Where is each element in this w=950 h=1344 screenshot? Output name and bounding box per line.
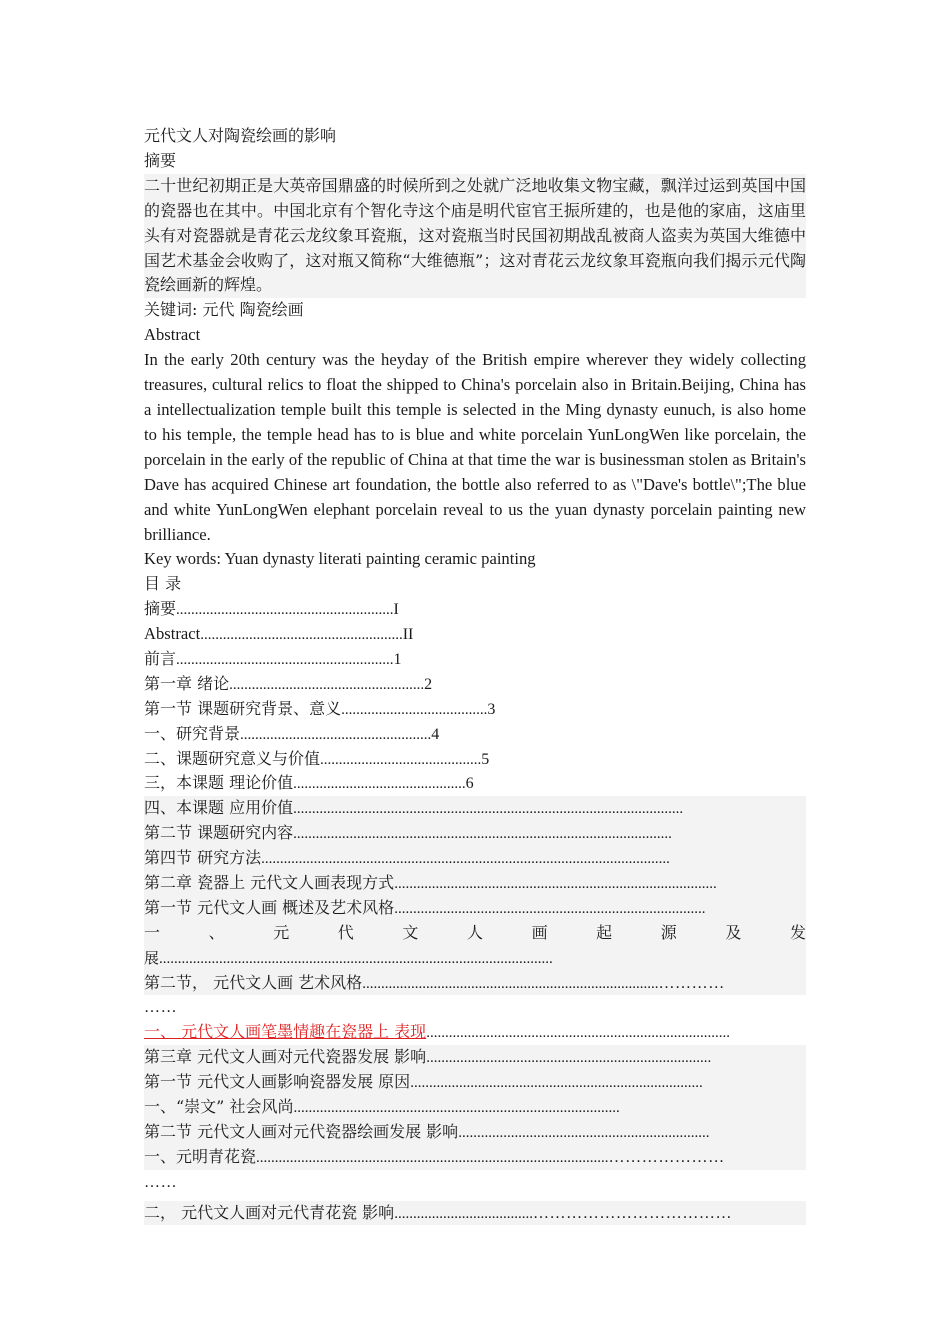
toc-entry-tail: ………………… <box>608 1148 725 1166</box>
toc-entry-label: 一、元明青花瓷 <box>144 1146 257 1166</box>
toc-entry[interactable] <box>144 771 806 796</box>
toc-list <box>144 597 806 1225</box>
toc-entry-label: 一、 元代文人画笔墨情趣在瓷器上 表现 <box>144 1022 427 1042</box>
toc-entry-dots: ...................................................................................... <box>394 876 717 893</box>
toc-entry-tail: ……………………………… <box>532 1204 733 1222</box>
toc-entry-tail: ………… <box>658 974 725 992</box>
toc-spread-char: 发 <box>789 922 806 942</box>
toc-entry[interactable] <box>144 896 806 921</box>
toc-entry-dots: ........................................................................................................ <box>293 801 684 818</box>
toc-entry[interactable] <box>144 747 806 772</box>
toc-entry-continuation <box>144 946 806 971</box>
toc-entry-page: 3 <box>487 700 496 718</box>
toc-entry-label: Abstract <box>144 624 201 644</box>
toc-spread-char: 文 <box>402 922 419 942</box>
toc-entry-dots: ....................................... <box>341 701 488 718</box>
toc-entry[interactable] <box>144 647 806 672</box>
toc-spread-char: 代 <box>337 922 354 942</box>
toc-spread-char: 起 <box>596 922 613 942</box>
toc-entry-page: 2 <box>424 675 433 693</box>
toc-entry-label: 第二章 瓷器上 元代文人画表现方式 <box>144 873 395 893</box>
toc-entry-cont: …… <box>144 999 178 1017</box>
toc-entry-label: 第四节 研究方法 <box>144 848 262 868</box>
toc-entry-dots: ..................................... <box>394 1205 533 1222</box>
toc-entry[interactable] <box>144 846 806 871</box>
toc-entry-dots: ................................................... <box>240 726 432 743</box>
toc-spread-char: 人 <box>466 922 483 942</box>
toc-spread-char: 、 <box>208 922 225 942</box>
document-title: 元代文人对陶瓷绘画的影响 <box>144 126 337 145</box>
toc-entry-page: 4 <box>431 725 440 743</box>
toc-entry[interactable] <box>144 821 806 846</box>
toc-entry-label: 四、本课题 应用价值 <box>144 798 294 818</box>
toc-entry-dots: ............................................................................ <box>426 1050 712 1067</box>
abstract-en-heading: Abstract <box>144 325 201 345</box>
keywords-cn: 关键词: 元代 陶瓷绘画 <box>144 300 304 320</box>
toc-entry[interactable] <box>144 1201 806 1226</box>
toc-entry-label: 摘要 <box>144 599 177 619</box>
toc-entry-label: 一、研究背景 <box>144 723 241 743</box>
toc-entry-label: 第三章 元代文人画对元代瓷器发展 影响 <box>144 1047 427 1067</box>
document-page <box>144 124 806 1225</box>
toc-entry[interactable] <box>144 1070 806 1095</box>
toc-entry[interactable] <box>144 1095 806 1120</box>
toc-entry-label: 第一节 元代文人画影响瓷器发展 原因 <box>144 1072 411 1092</box>
toc-entry-label: 二、课题研究意义与价值 <box>144 748 321 768</box>
toc-entry-dots: .................................................... <box>229 676 425 693</box>
toc-entry-label: 第二节 课题研究内容 <box>144 823 294 843</box>
toc-entry-continuation <box>144 995 806 1020</box>
toc-entry-spread[interactable] <box>144 921 806 946</box>
toc-entry-page: 1 <box>393 651 402 668</box>
toc-entry-page: 5 <box>481 750 490 768</box>
toc-entry-dots: ............................................................................... <box>362 975 659 992</box>
toc-spread-char: 元 <box>273 922 290 942</box>
toc-entry-dots: .......................................................... <box>176 652 394 668</box>
toc-entry-label: 一、“崇文” 社会风尚 <box>144 1097 294 1117</box>
toc-entry-label: 三，本课题 理论价值 <box>144 773 294 793</box>
toc-entry-label: 前言 <box>144 649 177 668</box>
toc-entry-page: II <box>402 626 414 644</box>
toc-spread-char: 及 <box>725 922 742 942</box>
abstract-en-body: In the early 20th century was the heyday of the British empire wherever they widely collecting treasures, cultural relics to float the shipped to China's porcelain also in Britain.Beijing, China has a intellectualization temple built this temple is selected in the Ming dynasty eunuch, is also home to his temple, the temple head has to is blue and white porcelain YunLongWen like porcelain, the porcelain in the early of the republic of China at that time the war is businessman stolen as Britain's Dave has acquired Chinese art foundation, the bottle also referred to as \"Dave's bottle\";The blue and white YunLongWen elephant porcelain reveal to us the yuan dynasty porcelain painting new brilliance. <box>144 350 806 544</box>
keywords-en: Key words: Yuan dynasty literati painting ceramic painting <box>144 549 536 569</box>
toc-entry-dots: .............................................................................. <box>410 1075 703 1092</box>
toc-entry-label: 第一节 元代文人画 概述及艺术风格 <box>144 897 395 917</box>
toc-entry-highlighted[interactable] <box>144 1020 812 1045</box>
toc-entry[interactable] <box>144 1145 806 1170</box>
toc-entry-dots: ..................................................................................................... <box>293 826 672 843</box>
toc-entry[interactable] <box>144 672 806 697</box>
toc-entry-page: 6 <box>465 775 474 793</box>
toc-entry[interactable] <box>144 796 806 821</box>
toc-entry-dots: ...................................................... <box>200 627 403 644</box>
toc-entry[interactable] <box>144 722 806 747</box>
toc-entry-dots: ....................................................................................... <box>293 1100 620 1117</box>
toc-entry-continuation <box>144 1170 806 1195</box>
toc-spread-cont: 展......................................................................................................... <box>144 950 553 967</box>
toc-entry[interactable] <box>144 1045 806 1070</box>
toc-entry-dots: .......................................................... <box>176 602 394 619</box>
toc-spread-char: 一 <box>144 922 161 942</box>
toc-heading: 目 录 <box>144 574 182 594</box>
toc-entry-dots: ................................................................................. <box>426 1025 730 1042</box>
toc-entry-page: I <box>393 601 399 619</box>
toc-entry-label: 第一节 课题研究背景、意义 <box>144 698 342 718</box>
toc-entry[interactable] <box>144 622 806 647</box>
toc-entry[interactable] <box>144 1120 806 1145</box>
toc-entry[interactable] <box>144 871 806 896</box>
toc-entry-label: 第一章 绪论 <box>144 673 230 693</box>
toc-entry-label: 二， 元代文人画对元代青花瓷 影响 <box>144 1202 395 1222</box>
toc-entry[interactable] <box>144 597 806 622</box>
toc-spread-char: 画 <box>531 922 548 942</box>
toc-entry-dots: ........................................... <box>320 751 482 768</box>
toc-spread-char: 源 <box>660 922 677 942</box>
toc-entry[interactable] <box>144 697 806 722</box>
abstract-cn-body: 二十世纪初期正是大英帝国鼎盛的时候所到之处就广泛地收集文物宝藏，飘洋过运到英国中国的瓷器也在其中。中国北京有个智化寺这个庙是明代宦官王振所建的，也是他的家庙，这庙里头有对瓷器就是青花云龙纹象耳瓷瓶，这对瓷瓶当时民国初期战乱被商人盗卖为英国大维德中国艺术基金会收购了，这对瓶又简称“大维德瓶”；这对青花云龙纹象耳瓷瓶向我们揭示元代陶瓷绘画新的辉煌。 <box>144 174 806 299</box>
toc-entry-label: 第二节， 元代文人画 艺术风格 <box>144 972 363 992</box>
toc-entry-dots: .............................................................................................. <box>256 1149 609 1166</box>
toc-entry-dots: ............................................................................................................. <box>261 851 670 868</box>
toc-entry-label: 第二节 元代文人画对元代瓷器绘画发展 影响 <box>144 1121 459 1141</box>
abstract-cn-heading: 摘要 <box>144 150 177 170</box>
toc-entry-dots: ................................................................................... <box>394 900 706 917</box>
toc-entry[interactable] <box>144 971 806 996</box>
toc-entry-cont: …… <box>144 1173 178 1191</box>
toc-entry-dots: ................................................................... <box>458 1124 710 1141</box>
toc-entry-dots: .............................................. <box>293 776 466 793</box>
